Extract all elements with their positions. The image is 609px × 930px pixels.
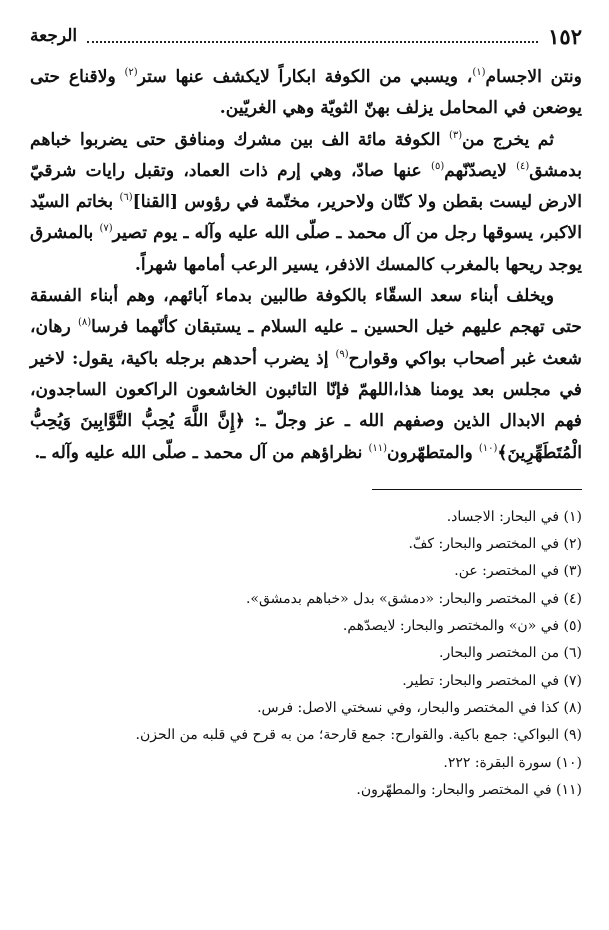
- footnote: (٦) من المختصر والبحار.: [439, 645, 582, 662]
- footnote-marker: (٧): [99, 223, 113, 235]
- paragraph-2: [30, 125, 582, 281]
- text-run: ولاقناع حتى يوضعن في المحامل يزلف بهنّ الثويّة وهي الغريّين.: [30, 67, 582, 119]
- paragraph-3: [30, 281, 582, 469]
- paragraph-1: [30, 62, 582, 125]
- running-header: [30, 22, 582, 50]
- chapter-title: الرجعة: [30, 26, 78, 46]
- footnote: (٣) في المختصر: عن.: [454, 563, 582, 580]
- text-run: والمتطهّرون: [387, 442, 479, 463]
- footnote: (٩) البواكي: جمع باكية. والقوارح: جمع قارحة؛ من به قرح في قلبه من الحزن.: [135, 727, 582, 744]
- text-run: ثم يخرج من: [462, 129, 555, 150]
- footnote-marker: (١): [472, 67, 486, 78]
- text-run: الكوفة مائة الف بين مشرك ومنافق حتى يضربوا خباهم بدمشق: [30, 129, 582, 181]
- footnote-marker: (٩): [335, 348, 349, 360]
- footnote: (١) في البحار: الاجساد.: [446, 508, 582, 525]
- body-text: [30, 62, 582, 469]
- footnote-marker: (٤): [516, 160, 530, 172]
- footnote-marker: (٢): [124, 67, 138, 78]
- footnote-marker: (٣): [448, 129, 463, 141]
- footnote: (٨) كذا في المختصر والبحار، وفي نسختي الاصل: فرس.: [257, 699, 582, 716]
- text-run: لايصدّنّهم: [444, 160, 517, 181]
- footnote: (٤) في المختصر والبحار: «دمشق» بدل «خباهم بدمشق».: [245, 590, 582, 607]
- text-run: رهان، شعث غبر أصحاب بواكي وقوارح: [30, 317, 583, 369]
- text-run: إذ يضرب أحدهم برجله باكية، يقول: لاخير في مجلس بعد يومنا هذا،اللهمّ فإنّا التائبون الخاشعون الراكعون الساجدون، فهم الابدال الذين وصفهم الله ـ عز وجلّ ـ: ﴿إِنَّ اللَّهَ يُحِبُّ التَّوَّابِينَ وَيُحِبُّ الْمُتَطَهِّرِينَ﴾: [30, 348, 582, 463]
- footnote-divider: [372, 489, 582, 490]
- footnote-marker: (٦): [119, 192, 133, 204]
- footnote-marker: (٨): [77, 317, 92, 329]
- text-run: ، ويسبي من الكوفة ابكاراً لايكشف عنها ستر: [137, 67, 473, 87]
- text-run: نظراؤهم من آل محمد ـ صلّى الله عليه وآله ـ.: [34, 442, 369, 463]
- text-run: عنها صادّ، وهي إرم ذات العماد، وتقبل رايات شرقيّ الارض ليست بقطن ولا كتّان ولاحرير، مختّمة في رؤوس [القنا]: [30, 160, 582, 213]
- header-dotted-leader: [87, 29, 538, 43]
- footnote: (٥) في «ن» والمختصر والبحار: لايصدّهم.: [342, 618, 582, 635]
- footnote-marker: (١٠): [478, 442, 498, 454]
- footnote-marker: (١١): [368, 442, 387, 454]
- text-run: بالمشرق يوجد ريحها بالمغرب كالمسك الاذفر، يسير الرعب أمامها شهراً.: [30, 223, 582, 275]
- book-page: [30, 22, 582, 804]
- footnotes: [30, 504, 582, 804]
- footnote: (٧) في المختصر والبحار: تطير.: [402, 672, 582, 689]
- page-number: ١٥٢: [548, 23, 582, 49]
- footnote: (٢) في المختصر والبحار: كفّ.: [408, 536, 582, 553]
- footnote-marker: (٥): [431, 160, 445, 172]
- text-run: ونتن الاجسام: [485, 67, 582, 87]
- footnote: (١١) في المختصر والبحار: والمطهّرون.: [356, 781, 582, 798]
- text-run: ويخلف أبناء سعد السقّاء بالكوفة طالبين بدماء آبائهم، وهم أبناء الفسقة حتى تهجم عليهم خيل الحسين ـ عليه السلام ـ يستبقان كأنّهما فرسا: [30, 286, 582, 338]
- text-run: بخاتم السيّد الاكبر، يسوقها رجل من آل محمد ـ صلّى الله عليه وآله ـ يوم تصير: [30, 192, 582, 244]
- footnote: (١٠) سورة البقرة: ٢٢٢.: [443, 754, 582, 771]
